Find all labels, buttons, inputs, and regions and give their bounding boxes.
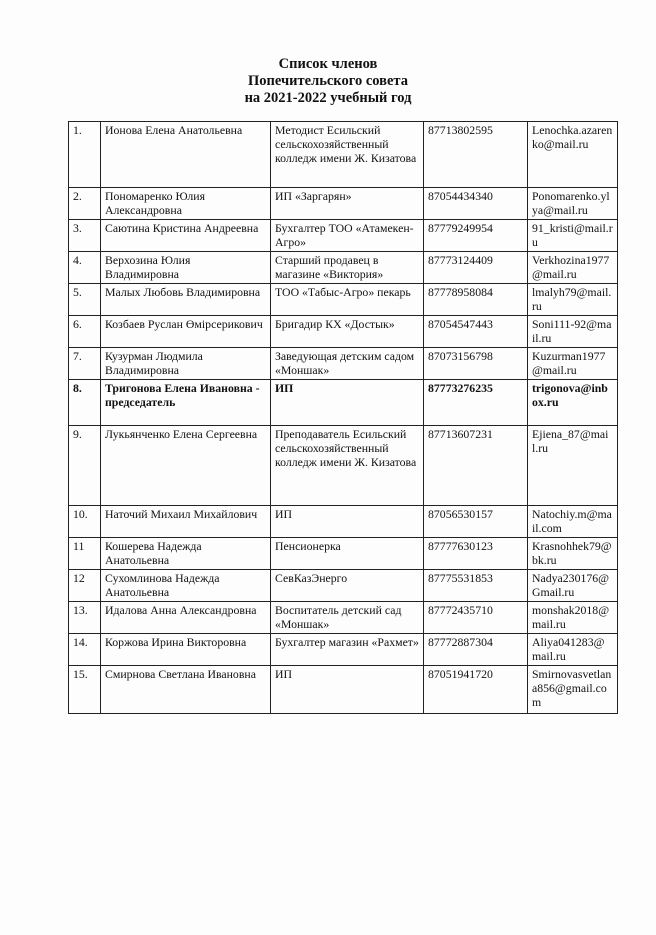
member-email: Lenochka.azarenko@mail.ru [528,122,618,188]
member-name: Кошерева Надежда Анатольевна [101,538,271,570]
member-number: 11 [69,538,101,570]
member-phone: 87777630123 [424,538,528,570]
member-workplace: Заведующая детским садом «Моншак» [271,348,424,380]
member-number: 15. [69,666,101,714]
member-email: Smirnovasvetlana856@gmail.com [528,666,618,714]
member-phone: 87054547443 [424,316,528,348]
member-name: Козбаев Руслан Өмірсерикович [101,316,271,348]
member-name: Идалова Анна Александровна [101,602,271,634]
member-phone: 87773124409 [424,252,528,284]
table-row [69,634,618,666]
member-number: 10. [69,506,101,538]
member-number: 3. [69,220,101,252]
member-phone: 87051941720 [424,666,528,714]
member-workplace: Методист Есильский сельскохозяйственный колледж имени Ж. Кизатова [271,122,424,188]
member-phone: 87775531853 [424,570,528,602]
member-name: Тригонова Елена Ивановна - председатель [101,380,271,426]
member-email: Natochiy.m@mail.com [528,506,618,538]
member-workplace: СевКазЭнерго [271,570,424,602]
member-workplace: Старший продавец в магазине «Виктория» [271,252,424,284]
member-number: 7. [69,348,101,380]
member-email: Aliya041283@mail.ru [528,634,618,666]
member-name: Ионова Елена Анатольевна [101,122,271,188]
member-phone: 87073156798 [424,348,528,380]
member-email: 91_kristi@mail.ru [528,220,618,252]
member-number: 9. [69,426,101,506]
member-workplace: ИП [271,380,424,426]
table-row [69,666,618,714]
table-row [69,602,618,634]
member-phone: 87779249954 [424,220,528,252]
page-title [0,56,656,107]
member-number: 1. [69,122,101,188]
member-email: trigonova@inbox.ru [528,380,618,426]
member-name: Лукьянченко Елена Сергеевна [101,426,271,506]
member-workplace: ИП «Заргарян» [271,188,424,220]
member-workplace: Пенсионерка [271,538,424,570]
member-number: 12 [69,570,101,602]
table-row [69,426,618,506]
member-workplace: Воспитатель детский сад «Моншак» [271,602,424,634]
table-row [69,506,618,538]
member-number: 4. [69,252,101,284]
member-number: 14. [69,634,101,666]
member-workplace: Бригадир КХ «Достык» [271,316,424,348]
member-name: Кузурман Людмила Владимировна [101,348,271,380]
table-row [69,220,618,252]
member-workplace: ИП [271,506,424,538]
table-row [69,284,618,316]
table-row [69,570,618,602]
member-number: 6. [69,316,101,348]
member-name: Малых Любовь Владимировна [101,284,271,316]
member-workplace: ИП [271,666,424,714]
member-number: 2. [69,188,101,220]
member-phone: 87772887304 [424,634,528,666]
member-phone: 87772435710 [424,602,528,634]
members-table-body [69,122,618,714]
member-name: Пономаренко Юлия Александровна [101,188,271,220]
member-workplace: ТОО «Табыс-Агро» пекарь [271,284,424,316]
member-phone: 87056530157 [424,506,528,538]
table-row [69,188,618,220]
title-line-3: на 2021-2022 учебный год [244,90,412,106]
member-number: 13. [69,602,101,634]
member-workplace: Бухгалтер магазин «Рахмет» [271,634,424,666]
table-row [69,380,618,426]
member-email: Kuzurman1977@mail.ru [528,348,618,380]
member-number: 5. [69,284,101,316]
member-name: Смирнова Светлана Ивановна [101,666,271,714]
member-name: Наточий Михаил Михайлович [101,506,271,538]
table-row [69,122,618,188]
member-email: Ponomarenko.ylya@mail.ru [528,188,618,220]
member-workplace: Бухгалтер ТОО «Атамекен-Агро» [271,220,424,252]
member-email: Ejiena_87@mail.ru [528,426,618,506]
member-name: Коржова Ирина Викторовна [101,634,271,666]
member-email: Verkhozina1977@mail.ru [528,252,618,284]
member-phone: 87773276235 [424,380,528,426]
table-row [69,348,618,380]
member-phone: 87713607231 [424,426,528,506]
member-phone: 87778958084 [424,284,528,316]
member-email: Nadya230176@Gmail.ru [528,570,618,602]
member-workplace: Преподаватель Есильский сельскохозяйственный колледж имени Ж. Кизатова [271,426,424,506]
member-phone: 87054434340 [424,188,528,220]
title-line-2: Попечительского совета [248,73,408,89]
title-line-1: Список членов [278,56,378,72]
table-row [69,252,618,284]
member-email: Soni111-92@mail.ru [528,316,618,348]
table-row [69,538,618,570]
members-table [68,121,618,714]
member-email: monshak2018@mail.ru [528,602,618,634]
table-row [69,316,618,348]
member-email: lmalyh79@mail.ru [528,284,618,316]
member-name: Верхозина Юлия Владимировна [101,252,271,284]
member-name: Сухомлинова Надежда Анатольевна [101,570,271,602]
member-email: Krasnohhek79@bk.ru [528,538,618,570]
member-number: 8. [69,380,101,426]
member-name: Саютина Кристина Андреевна [101,220,271,252]
member-phone: 87713802595 [424,122,528,188]
